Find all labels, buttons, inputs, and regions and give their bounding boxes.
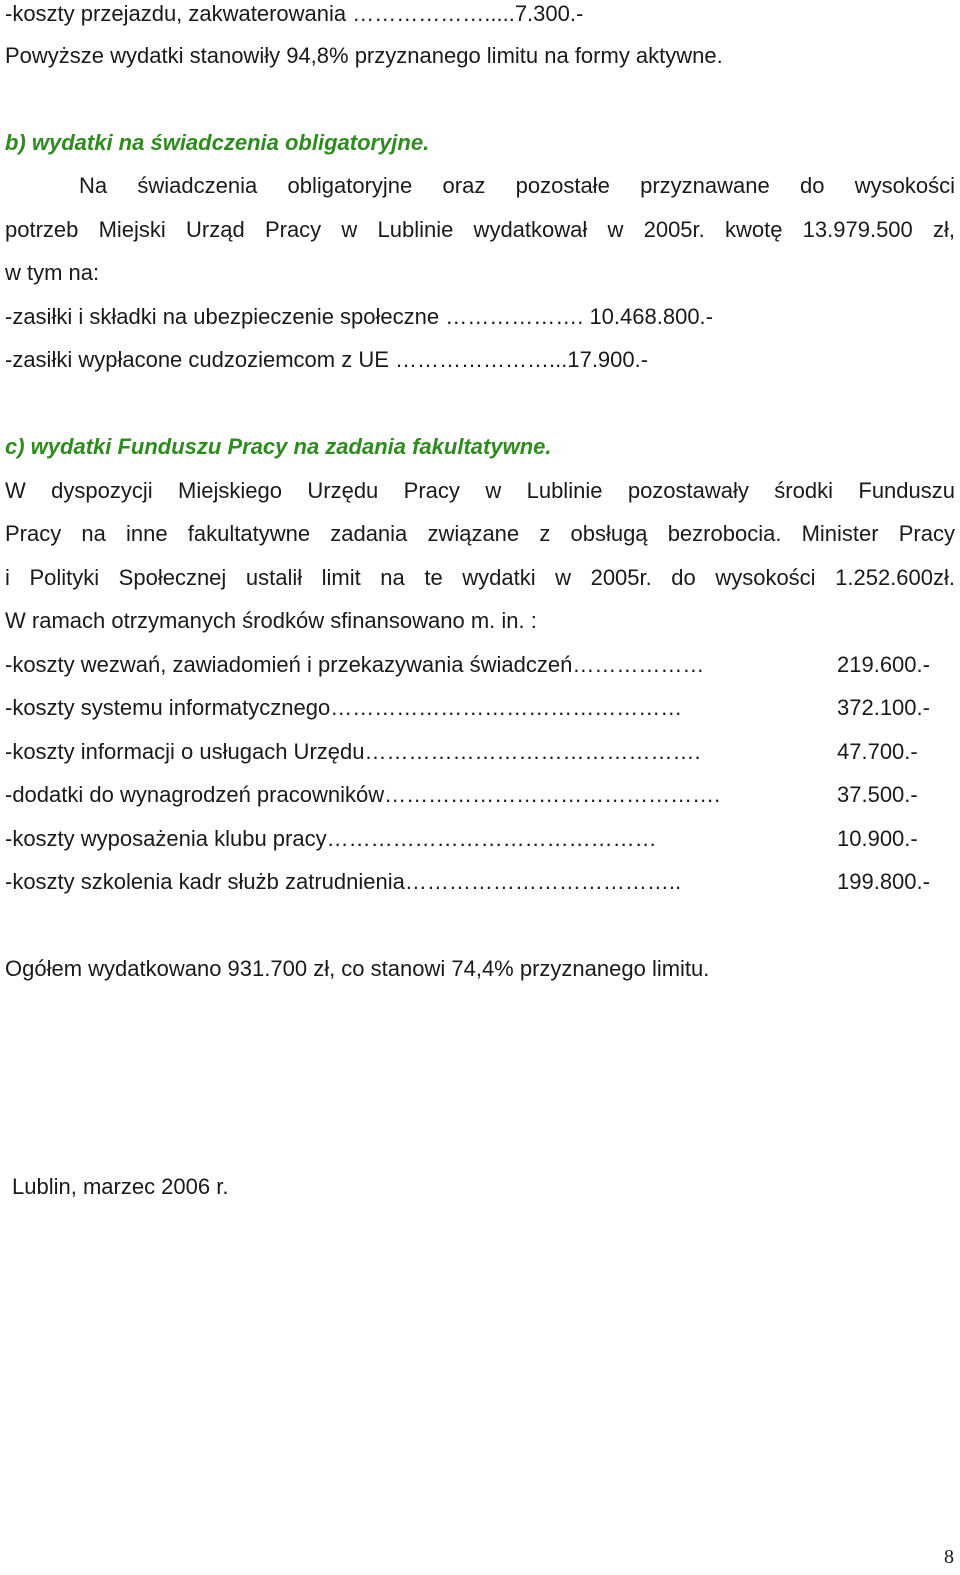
cost-amount: 10.900.- [837, 826, 918, 851]
cost-row [5, 781, 720, 809]
section-b-heading: b) wydatki na świadczenia obligatoryjne. [5, 130, 430, 155]
travel-cost-line: -koszty przejazdu, zakwaterowania ……………….....7.300.- [5, 1, 584, 26]
cost-row [5, 651, 704, 679]
section-c-paragraph-line-3: i Polityki Społecznej ustalił limit na te wydatki w 2005r. do wysokości 1.252.600zł. [5, 565, 955, 590]
benefits-item-insurance: -zasiłki i składki na ubezpieczenie społeczne ………………. 10.468.800.- [5, 304, 713, 329]
page-number: 8 [944, 1546, 954, 1568]
cost-label: -koszty systemu informatycznego………………………………………… [5, 695, 683, 720]
cost-label: -koszty wyposażenia klubu pracy……………………………………… [5, 826, 657, 851]
cost-label: -dodatki do wynagrodzeń pracowników………………………………………. [5, 782, 721, 807]
active-forms-summary: Powyższe wydatki stanowiły 94,8% przyznanego limitu na formy aktywne. [5, 43, 723, 68]
cost-row [5, 868, 681, 896]
cost-amount: 372.100.- [837, 695, 930, 720]
section-b-paragraph-line-1: Na świadczenia obligatoryjne oraz pozostałe przyznawane do wysokości [79, 173, 955, 198]
cost-row [5, 738, 701, 766]
total-spending-summary: Ogółem wydatkowano 931.700 zł, co stanowi 74,4% przyznanego limitu. [5, 956, 710, 981]
section-c-paragraph-line-4: W ramach otrzymanych środków sfinansowano m. in. : [5, 608, 537, 633]
section-b-paragraph-line-3: w tym na: [5, 260, 100, 285]
cost-label: -koszty wezwań, zawiadomień i przekazywania świadczeń……………… [5, 652, 705, 677]
cost-row [5, 694, 682, 722]
cost-amount: 219.600.- [837, 652, 930, 677]
section-b-paragraph-line-2: potrzeb Miejski Urząd Pracy w Lublinie wydatkował w 2005r. kwotę 13.979.500 zł, [5, 217, 955, 242]
section-c-paragraph-line-1: W dyspozycji Miejskiego Urzędu Pracy w Lublinie pozostawały środki Funduszu [5, 478, 955, 503]
section-c-paragraph-line-2: Pracy na inne fakultatywne zadania związane z obsługą bezrobocia. Minister Pracy [5, 521, 955, 546]
cost-amount: 37.500.- [837, 782, 918, 807]
cost-label: -koszty informacji o usługach Urzędu………………………………………. [5, 739, 701, 764]
cost-amount: 199.800.- [837, 869, 930, 894]
cost-label: -koszty szkolenia kadr służb zatrudnienia……………………………….. [5, 869, 682, 894]
benefits-item-foreigners: -zasiłki wypłacone cudzoziemcom z UE …………………...17.900.- [5, 347, 649, 372]
place-and-date: Lublin, marzec 2006 r. [12, 1174, 229, 1199]
section-c-heading: c) wydatki Funduszu Pracy na zadania fakultatywne. [5, 434, 552, 459]
cost-amount: 47.700.- [837, 739, 918, 764]
cost-row [5, 825, 657, 853]
